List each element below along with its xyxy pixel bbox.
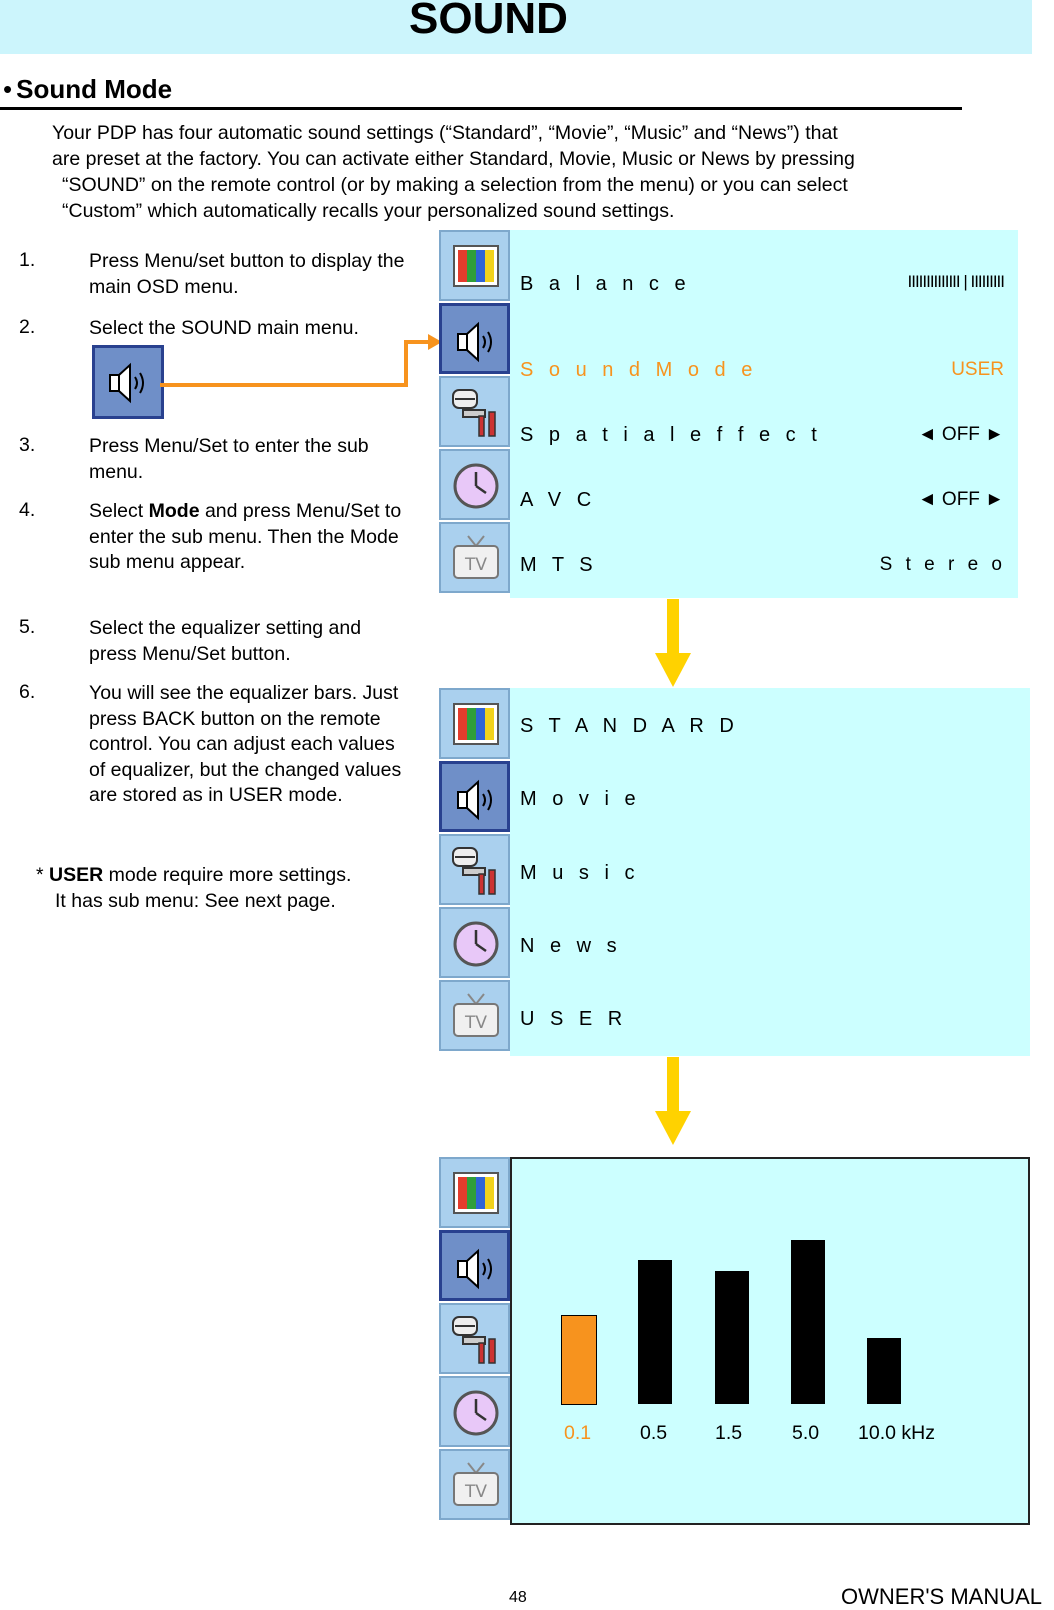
- footer-label: OWNER'S MANUAL: [841, 1584, 1042, 1609]
- step-number: 6.: [19, 681, 36, 703]
- eq-band-label: 0.5: [640, 1422, 668, 1444]
- osd-tab-setup[interactable]: [439, 376, 510, 447]
- osd-tab-sound[interactable]: [439, 761, 510, 832]
- intro-line-1: Your PDP has four automatic sound settings (“Standard”, “Movie”, “Music” and “News”) that: [52, 122, 838, 144]
- note-text: mode require more settings.: [103, 864, 352, 886]
- step-number: 2.: [19, 316, 36, 338]
- mode-option-standard[interactable]: S T A N D A R D: [520, 715, 739, 737]
- down-arrow: [655, 1057, 691, 1147]
- svg-text:TV: TV: [464, 1013, 488, 1033]
- eq-band-label: 5.0: [792, 1422, 820, 1444]
- menu-item-balance-label[interactable]: B a l a n c e: [520, 273, 691, 295]
- picture-icon: [449, 1167, 503, 1221]
- menu-item-mts-label[interactable]: M T S: [520, 554, 598, 576]
- step-text: Select the equalizer setting and press Menu/Set button.: [89, 617, 362, 665]
- osd-sidebar: [439, 1157, 510, 1525]
- connector-arrow: [160, 330, 445, 390]
- menu-item-avc-label[interactable]: A V C: [520, 489, 597, 511]
- eq-bar-2[interactable]: [715, 1271, 749, 1404]
- step-number: 5.: [19, 616, 36, 638]
- eq-bar-4[interactable]: [867, 1338, 901, 1404]
- osd-mode-submenu: [510, 688, 1030, 1056]
- osd-sidebar: [439, 688, 510, 1056]
- intro-line-4: “Custom” which automatically recalls your personalized sound settings.: [62, 200, 675, 222]
- eq-bar-3[interactable]: [791, 1240, 825, 1404]
- mode-option-user[interactable]: U S E R: [520, 1008, 628, 1030]
- osd-tab-tv[interactable]: [439, 980, 510, 1051]
- step-text-bold: Mode: [148, 500, 200, 522]
- step-text: You will see the equalizer bars. Just press BACK button on the remote control. You can adjust each values of equalizer, but the changed values are stored as in USER mode.: [89, 682, 402, 806]
- osd-tab-sound[interactable]: [439, 303, 510, 374]
- setup-icon: [449, 386, 503, 440]
- clock-icon: [449, 917, 503, 971]
- page-number: 48: [509, 1589, 527, 1606]
- step-text: [89, 499, 409, 576]
- osd-tab-timer[interactable]: [439, 1376, 510, 1447]
- eq-bar-0[interactable]: [562, 1316, 596, 1404]
- tv-icon: [449, 532, 503, 586]
- mode-option-music[interactable]: M u s i c: [520, 862, 640, 884]
- mode-option-news[interactable]: N e w s: [520, 935, 622, 957]
- step-number: 1.: [19, 249, 36, 271]
- picture-icon: [449, 698, 503, 752]
- page-title: SOUND: [409, 0, 568, 43]
- osd-tab-picture[interactable]: [439, 230, 510, 301]
- sound-icon: [450, 1241, 504, 1295]
- menu-item-spatial-effect-label[interactable]: S p a t i a l e f f e c t: [520, 424, 822, 446]
- setup-icon: [449, 844, 503, 898]
- osd-tab-timer[interactable]: [439, 449, 510, 520]
- eq-band-label: 10.0 kHz: [858, 1422, 935, 1444]
- sound-mode-value[interactable]: USER: [951, 359, 1004, 380]
- sound-menu-thumbnail: [92, 345, 164, 419]
- sound-icon: [450, 772, 504, 826]
- eq-bar-1[interactable]: [638, 1260, 672, 1404]
- section-title: Sound Mode: [16, 74, 173, 104]
- menu-item-sound-mode-label[interactable]: S o u n d M o d e: [520, 359, 758, 381]
- clock-icon: [449, 459, 503, 513]
- osd-tab-tv[interactable]: [439, 522, 510, 593]
- speaker-icon: [104, 358, 154, 408]
- osd-tab-picture[interactable]: [439, 1157, 510, 1228]
- osd-tab-setup[interactable]: [439, 1303, 510, 1374]
- tv-icon: [449, 1459, 503, 1513]
- spatial-effect-value[interactable]: ◄ OFF ►: [917, 424, 1004, 445]
- intro-line-3: “SOUND” on the remote control (or by making a selection from the menu) or you can select: [62, 174, 848, 196]
- osd-equalizer: [510, 1157, 1030, 1525]
- osd-tab-timer[interactable]: [439, 907, 510, 978]
- svg-text:TV: TV: [464, 555, 488, 575]
- osd-tab-sound[interactable]: [439, 1230, 510, 1301]
- setup-icon: [449, 1313, 503, 1367]
- note-line-2: It has sub menu: See next page.: [55, 890, 336, 912]
- mts-value[interactable]: S t e r e o: [879, 554, 1006, 575]
- step-number: 4.: [19, 499, 36, 521]
- tv-icon: [449, 990, 503, 1044]
- balance-slider[interactable]: IIIIIIIIIIIIII | IIIIIIIII: [907, 272, 1004, 291]
- intro-line-2: are preset at the factory. You can activate either Standard, Movie, Music or News by pressing: [52, 148, 855, 170]
- step-text-part: Select: [89, 500, 149, 522]
- step-number: 3.: [19, 434, 36, 456]
- osd-sound-menu: [510, 230, 1018, 598]
- note-bold: USER: [49, 864, 104, 886]
- step-text: Press Menu/set button to display the main OSD menu.: [89, 250, 405, 298]
- eq-band-label: 1.5: [715, 1422, 743, 1444]
- step-text: Press Menu/Set to enter the sub menu.: [89, 435, 369, 483]
- avc-value[interactable]: ◄ OFF ►: [917, 489, 1004, 510]
- bullet: •: [3, 74, 13, 104]
- step-text: Select the SOUND main menu.: [89, 317, 359, 339]
- picture-icon: [449, 240, 503, 294]
- osd-tab-tv[interactable]: [439, 1449, 510, 1520]
- sound-icon: [450, 314, 504, 368]
- note-star: *: [36, 864, 50, 886]
- step-text-part: and press Menu/Set to enter the sub menu. Then the Mode sub menu appear.: [89, 500, 402, 573]
- section-heading: [3, 74, 172, 105]
- down-arrow: [655, 599, 691, 689]
- eq-band-label: 0.1: [564, 1422, 592, 1444]
- osd-sidebar: [439, 230, 510, 598]
- osd-tab-setup[interactable]: [439, 834, 510, 905]
- clock-icon: [449, 1386, 503, 1440]
- section-divider: [0, 107, 962, 110]
- note-line-1: [36, 864, 351, 887]
- mode-option-movie[interactable]: M o v i e: [520, 788, 641, 810]
- osd-tab-picture[interactable]: [439, 688, 510, 759]
- svg-text:TV: TV: [464, 1482, 488, 1502]
